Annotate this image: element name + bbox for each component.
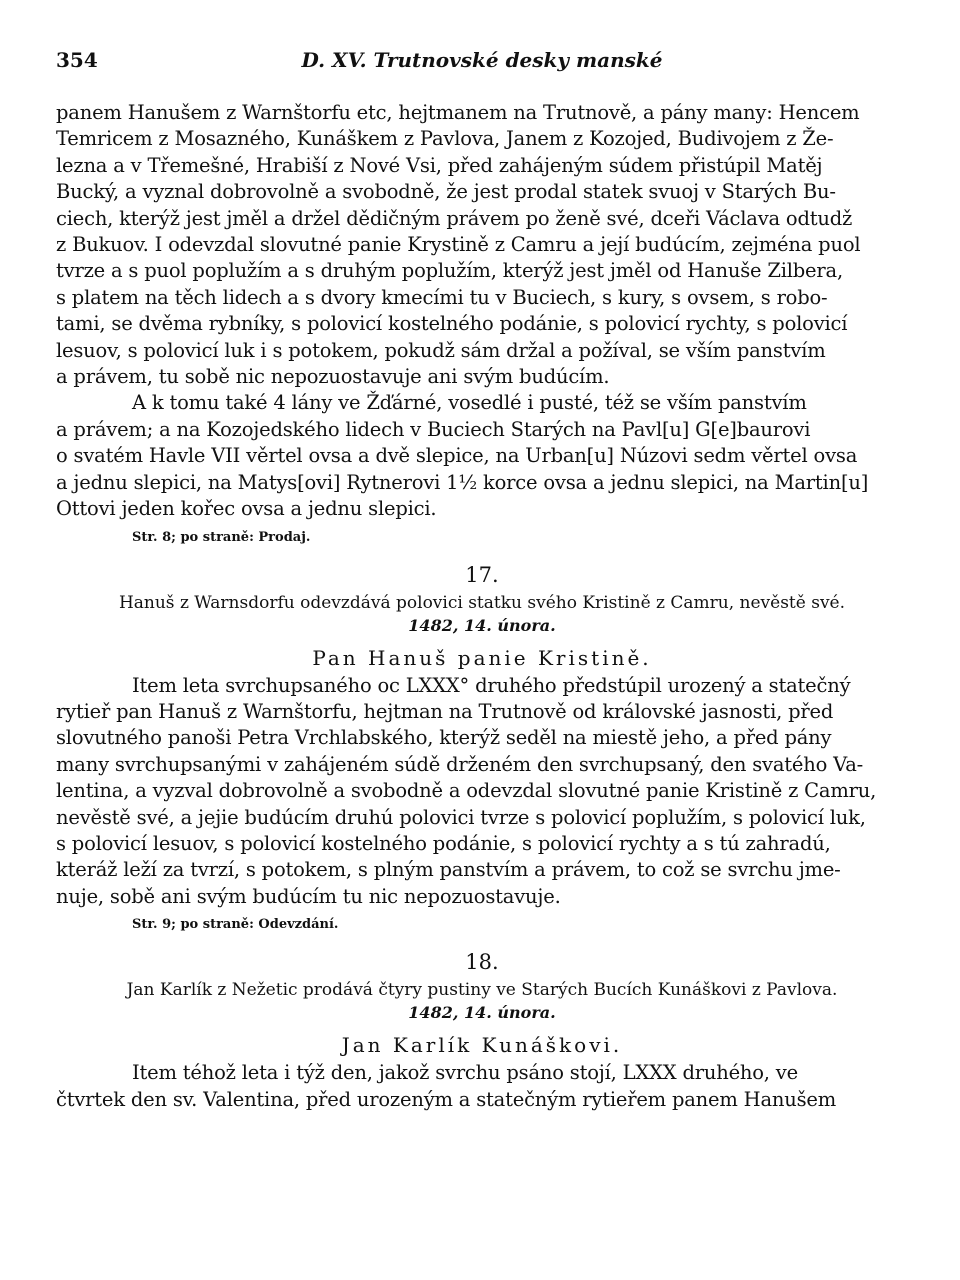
entry-date: 1482, 14. února.	[408, 1003, 556, 1023]
running-title: D. XV. Trutnovské desky manské	[301, 48, 663, 72]
entry-summary: Jan Karlík z Nežetic prodává čtyry pustiny ve Starých Bucích Kunáškovi z Pavlova.	[126, 980, 838, 1001]
entry-caption: Jan Karlík Kunáškovi.	[341, 1033, 623, 1058]
entry-number: 17.	[465, 562, 499, 587]
source-note: Str. 8; po straně: Prodaj.	[132, 529, 311, 545]
book-page	[56, 48, 908, 1113]
entry-caption: Pan Hanuš panie Kristině.	[312, 645, 652, 670]
entry-date: 1482, 14. února.	[408, 615, 556, 635]
entry-number: 18.	[465, 950, 499, 975]
source-note: Str. 9; po straně: Odevzdání.	[132, 917, 339, 933]
entry-18	[56, 948, 908, 1113]
entry-17	[56, 561, 908, 935]
paragraph-addendum: A k tomu také 4 lány ve Žďárné, vosedlé i pusté, též se vším panstvím a právem; a na Kozojedského lidech v Buciech Starých na Pavl[u] G[e]baurovi o svatém Havle VII věrtel ovsa a dvě slepice, na Urban[u] Núzovi sedm věrtel ovsa a jednu slepici, na Matys[ovi] Rytnerovi 1½ korce ovsa a jednu slepici, na Martin[u] Ottovi jeden kořec ovsa a jednu slepici.	[56, 391, 869, 521]
entry-summary: Hanuš z Warnsdorfu odevzdává polovici statku svého Kristině z Camru, nevěstě své.	[118, 592, 846, 613]
page-header	[56, 48, 908, 88]
entry-text: Item téhož leta i týž den, jakož svrchu psáno stojí, LXXX druhého, ve čtvrtek den sv. Valentina, před urozeným a statečným rytieřem panem Hanušem	[56, 1061, 837, 1111]
paragraph-continuation: panem Hanušem z Warnštorfu etc, hejtmanem na Trutnově, a pány many: Hencem Temricem z Mosazného, Kunáškem z Pavlova, Janem z Kozojed, Budivojem z Že- lezna a v Třemešné, Hrabiší z Nové Vsi, před zahájeným súdem přistúpil Matěj Bucký, a vyznal dobrovolně a svobodně, že jest prodal statek svuoj v Starých Bu- ciech, kterýž jest jměl a držel dědičným právem po ženě své, dceři Václava odtudž z Bukuov. I odevzdal slovutné panie Krystině z Camru a její budúcím, zejména puol tvrze a s puol poplužím a s druhým poplužím, kterýž jest jměl od Hanuše Zilbera, s platem na těch lidech a s dvory kmecími tu v Buciech, s kury, s ovsem, s robo- tami, se dvěma rybníky, s polovicí kostelného podánie, s polovicí rychty, s polovicí lesuov, s polovicí luk i s potokem, pokudž sám držal a požíval, se vším panstvím a právem, tu sobě nic nepozuostavuje ani svým budúcím.	[56, 101, 861, 389]
entry-text: Item leta svrchupsaného oc LXXX° druhého předstúpil urozený a statečný rytieř pan Hanuš z Warnštorfu, hejtman na Trutnově od královské jasnosti, před slovutného panoši Petra Vrchlabského, kterýž seděl na miestě jeho, a před pány many svrchupsanými v zahájeném súdě drženém den svrchupsaný, den svatého Va- lentina, a vyzval dobrovolně a svobodně a odevzdal slovutné panie Kristině z Camru, nevěstě své, a jejie budúcím druhú polovici tvrze s polovicí poplužím, s polovicí luk, s polovicí lesuov, s polovicí kostelného podánie, s polovicí rychty a s tú zahradú, kteráž leží za tvrzí, s potokem, s plným panstvím a právem, to což se svrchu jme- nuje, sobě ani svým budúcím tu nic nepozuostavuje.	[56, 673, 877, 908]
page-number: 354	[56, 48, 98, 72]
